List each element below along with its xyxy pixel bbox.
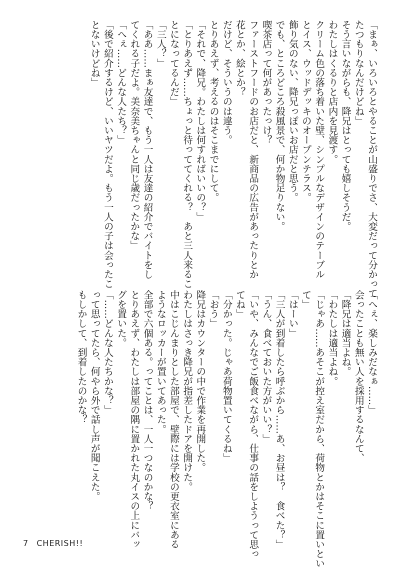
text-line: でも、ところどころ殺風景で、何か物足りない。 [273, 20, 285, 232]
text-line: グを置いた。 [115, 290, 127, 348]
text-line: 「わたしは適当よね。 [326, 290, 338, 386]
text-line: て」 [299, 290, 311, 310]
text-line: わたしはくるりと店内を見渡す。 [326, 20, 338, 164]
text-line: そう言いながらも、降兄はとっても嬉しそうだ。 [339, 20, 351, 232]
text-line: 「はーい」 [286, 290, 298, 338]
text-line: 「分かった。じゃあ荷物置いてくるね」 [220, 290, 232, 463]
text-line: 降兄はカウンターの中で作業を再開した。 [194, 290, 206, 473]
text-line: 「三人が到着したら呼ぶから……あ、お昼は？ 食べた？」 [273, 290, 285, 550]
text-line: とりあえず、考えるのはそこまでにして。 [207, 20, 219, 203]
text-line: てくれる子だよ。美奈美ちゃんと同じ歳だったかな」 [128, 20, 140, 251]
text-line: 全部で六個ある。ってことは、一人一つなのかな？ [141, 290, 153, 511]
text-line: 飾り気のない、降兄っぽいお店だと思う。 [286, 20, 298, 203]
text-line: 「それで、降兄。わたしは何すればいいの？」 [194, 20, 206, 222]
text-line: たつもりなんだけどね」 [352, 20, 364, 126]
text-line: 「へぇ……どんな人たち？」 [115, 20, 127, 145]
text-line: 「うん、食べておいた方がいい？」 [260, 290, 272, 444]
text-line: もしかして、到着したのかな？ [75, 290, 87, 425]
text-line: てね」 [233, 290, 245, 319]
text-line: とないけどね」 [88, 20, 100, 88]
text-line: 「三人？」 [154, 20, 166, 68]
text-line: 「おう」 [207, 290, 219, 329]
text-line: 「まぁ、いろいろとやることが山盛りでさ、大変だって分かって [366, 20, 377, 299]
text-line: とりあえず、わたしは部屋の隅に置かれた丸イスの上にバッ [128, 290, 140, 550]
text-line: 「じゃあ……あそこが控え室だから、荷物とかはそこに置いとい [313, 290, 325, 569]
text-line: 会ったことも無い人を採用するなんて、 [352, 290, 364, 463]
text-line: 中はこじんまりとした部屋で、壁際には学校の更衣室にある [167, 290, 179, 550]
page-footer [23, 539, 83, 548]
page-number: 7 [23, 539, 29, 548]
text-block-bottom [74, 290, 378, 569]
text-line: わたしはさっき降兄が指差したドアを開けた。 [181, 290, 193, 492]
book-title: CHERISH!! [36, 539, 84, 548]
text-line: 「降兄は適当よね。 [339, 290, 351, 377]
text-line: 「とりあえず……ちょっと待っててくれる？ あと三人来るこ [181, 20, 193, 289]
text-line: 「後で紹介するけど、いいヤツだよ。もう一人の子は会ったこ [101, 20, 113, 289]
text-block-top [88, 20, 378, 299]
text-line: 「……どんな人たちかな？」 [101, 290, 113, 415]
text-line: 「いや、みんなでご飯食べながら、仕事の話をしようって思っ [247, 290, 259, 559]
text-line: ようなロッカーが置いてあった。 [154, 290, 166, 434]
text-line: クリーム色の落ち着いた壁、シンプルなデザインのテーブル [313, 20, 325, 280]
text-line: 「へぇ、楽しみだなぁ……」 [366, 290, 377, 415]
text-line: とイス、ウッドデッキのオープンテラス。 [299, 20, 311, 203]
text-line: 「ああ……まぁ友達で、もう一人は友達の紹介でバイトをし [141, 20, 153, 280]
text-line: 喫茶店って何があったっけ？ [260, 20, 272, 145]
text-line: ファーストフードのお店だと、新商品の広告があったりとか [247, 20, 259, 280]
text-line: って思ってたら、何やら外で話し声が聞こえた。 [88, 290, 100, 502]
text-line: 花とか、絵とか？ [233, 20, 245, 97]
text-line: とになってるんだ」 [167, 20, 179, 107]
text-line: だけど、そういうのは違う。 [220, 20, 232, 145]
